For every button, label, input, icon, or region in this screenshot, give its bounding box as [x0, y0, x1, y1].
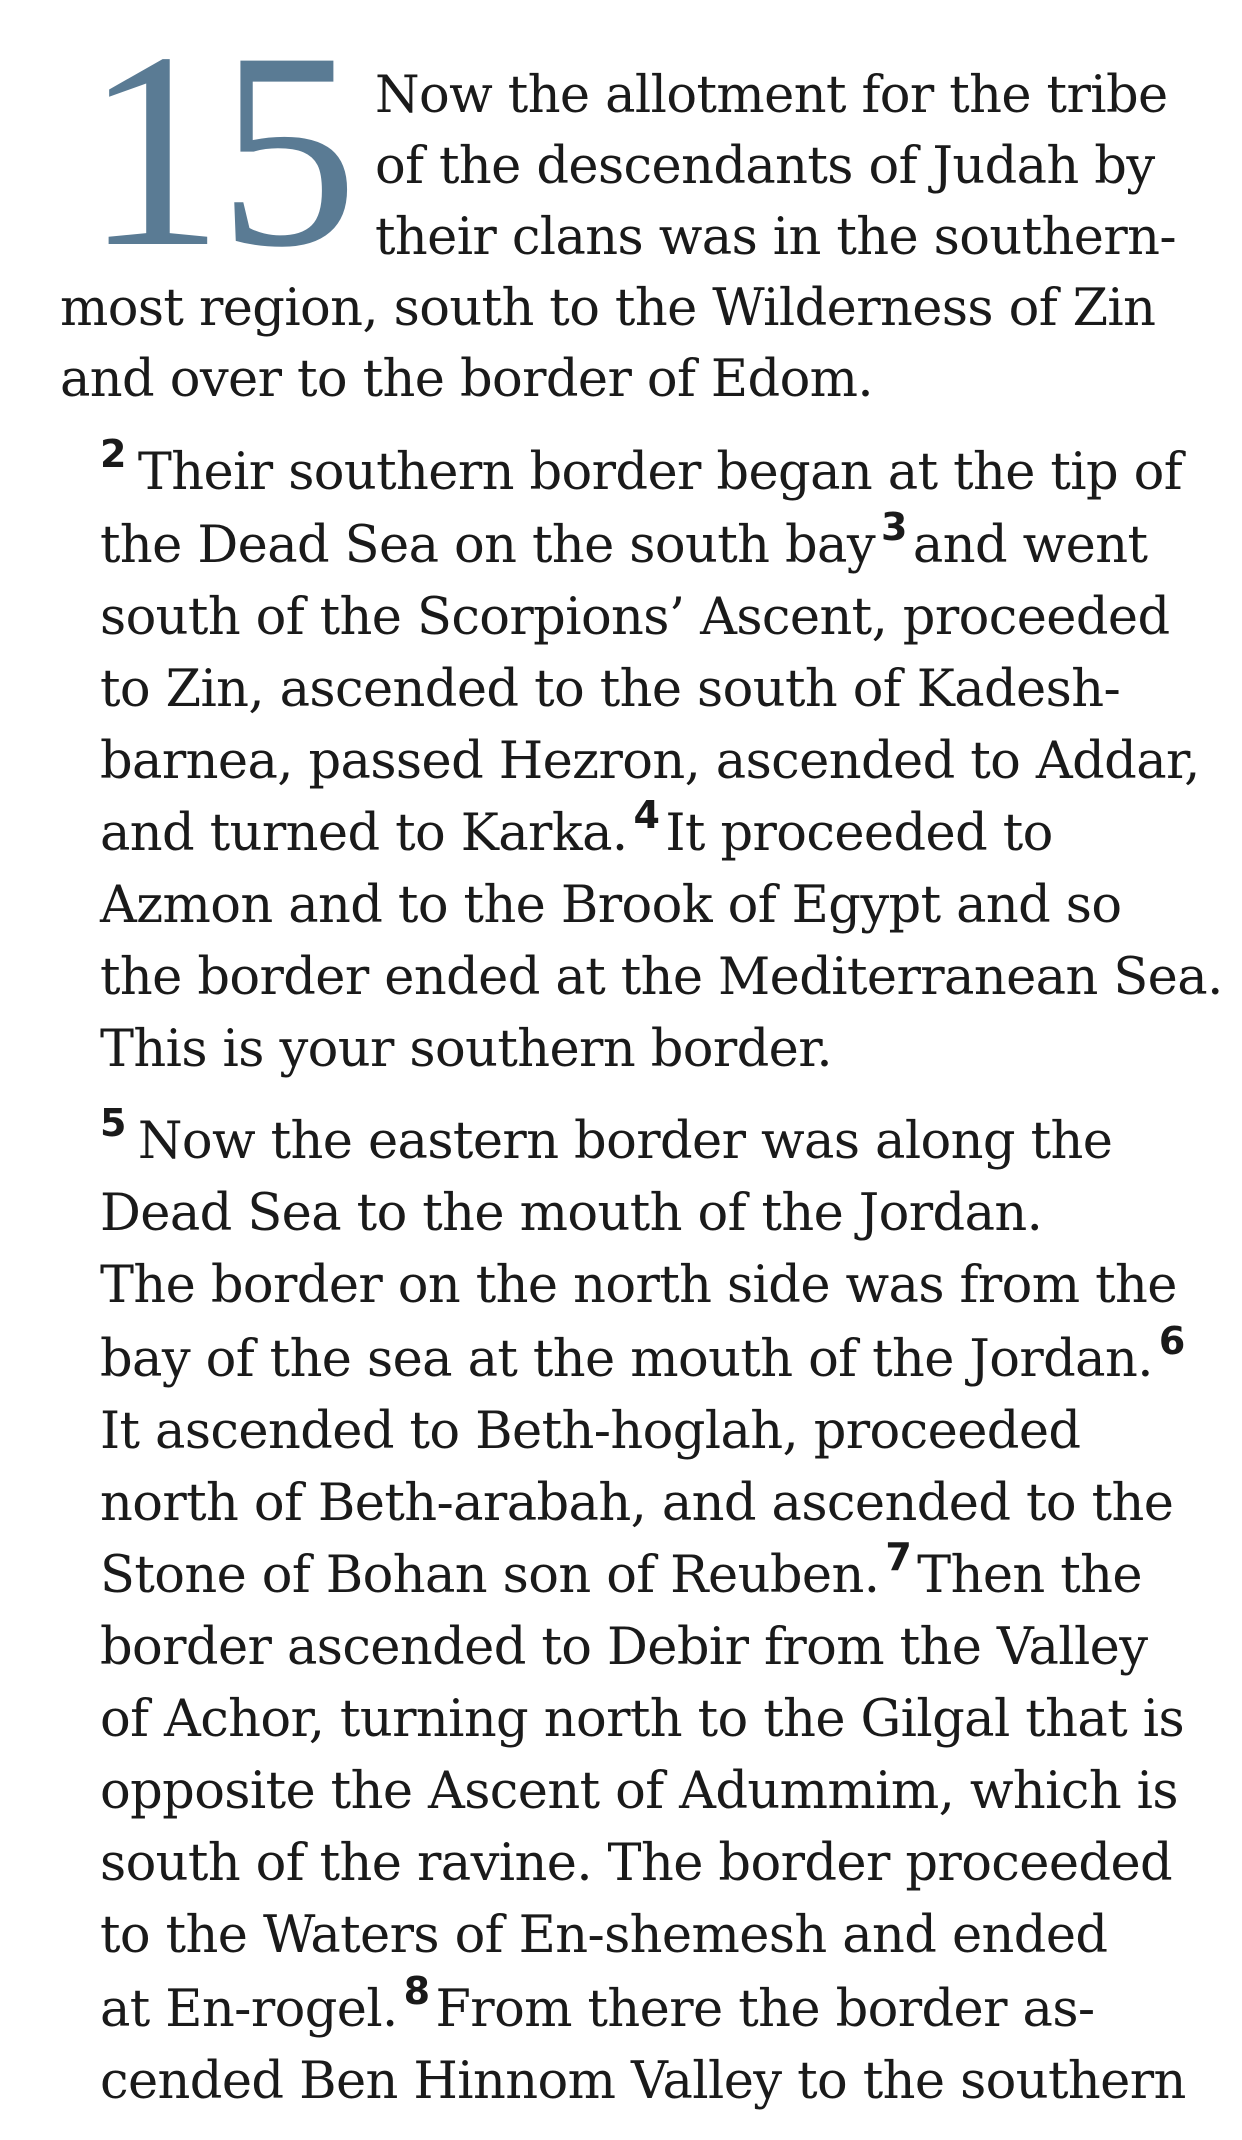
verse-number: 2 — [100, 432, 126, 476]
text-line: Azmon and to the Brook of Egypt and so — [100, 876, 1122, 935]
text-line — [100, 793, 1053, 873]
text-line: border ascended to Debir from the Valley — [100, 1618, 1148, 1677]
verse-number: 5 — [100, 1101, 126, 1145]
text-line: the border ended at the Mediterranean Sea. — [100, 948, 1223, 1007]
verse-text: Then the — [917, 1546, 1142, 1605]
text-line: their clans was in the southern- — [375, 208, 1176, 267]
text-line — [100, 1969, 1095, 2049]
text-line: The border on the north side was from the — [100, 1256, 1177, 1315]
text-line: Dead Sea to the mouth of the Jordan. — [100, 1184, 1043, 1243]
verse-text: Stone of Bohan son of Reuben. — [100, 1546, 880, 1605]
verse-text: Their southern border began at the tip of — [137, 443, 1183, 502]
text-line: of the descendants of Judah by — [375, 137, 1155, 196]
verse-text: and turned to Karka. — [100, 804, 628, 863]
verse-text: Now the eastern border was along the — [137, 1112, 1113, 1171]
verse-number: 3 — [881, 505, 907, 549]
text-line: It ascended to Beth-hoglah, proceeded — [100, 1402, 1081, 1461]
text-line: of Achor, turning north to the Gilgal that is — [100, 1690, 1185, 1749]
text-line — [100, 1101, 1113, 1181]
text-line — [100, 1535, 1142, 1615]
verse-number: 6 — [1158, 1319, 1185, 1363]
text-line — [100, 432, 1183, 512]
verse-text: at En-rogel. — [100, 1980, 398, 2039]
verse-number: 4 — [633, 793, 660, 837]
verse-text: bay of the sea at the mouth of the Jordan. — [100, 1330, 1153, 1389]
text-line: opposite the Ascent of Adummim, which is — [100, 1762, 1178, 1821]
text-line: south of the Scorpions’ Ascent, proceeded — [100, 588, 1170, 647]
text-line: to Zin, ascended to the south of Kadesh- — [100, 660, 1121, 719]
verse-text: It proceeded to — [665, 804, 1053, 863]
text-line: and over to the border of Edom. — [60, 350, 874, 409]
text-line: Now the allotment for the tribe — [375, 66, 1168, 125]
verse-number: 7 — [885, 1535, 912, 1579]
text-line: to the Waters of En-shemesh and ended — [100, 1906, 1108, 1965]
text-line: south of the ravine. The border proceeded — [100, 1834, 1173, 1893]
verse-number: 8 — [403, 1969, 430, 2013]
text-line: This is your southern border. — [100, 1020, 833, 1079]
text-line: cended Ben Hinnom Valley to the southern — [100, 2052, 1186, 2111]
verse-text: the Dead Sea on the south bay — [100, 516, 876, 575]
verse-text: From there the border as- — [435, 1980, 1095, 2039]
text-line: barnea, passed Hezron, ascended to Addar, — [100, 732, 1200, 791]
text-line — [100, 505, 1148, 585]
chapter-number-dropcap: 15 — [84, 0, 352, 305]
text-line: most region, south to the Wilderness of Zin — [60, 279, 1156, 338]
text-line — [100, 1319, 1191, 1399]
verse-text: and went — [912, 516, 1148, 575]
text-line: north of Beth-arabah, and ascended to the — [100, 1474, 1174, 1533]
